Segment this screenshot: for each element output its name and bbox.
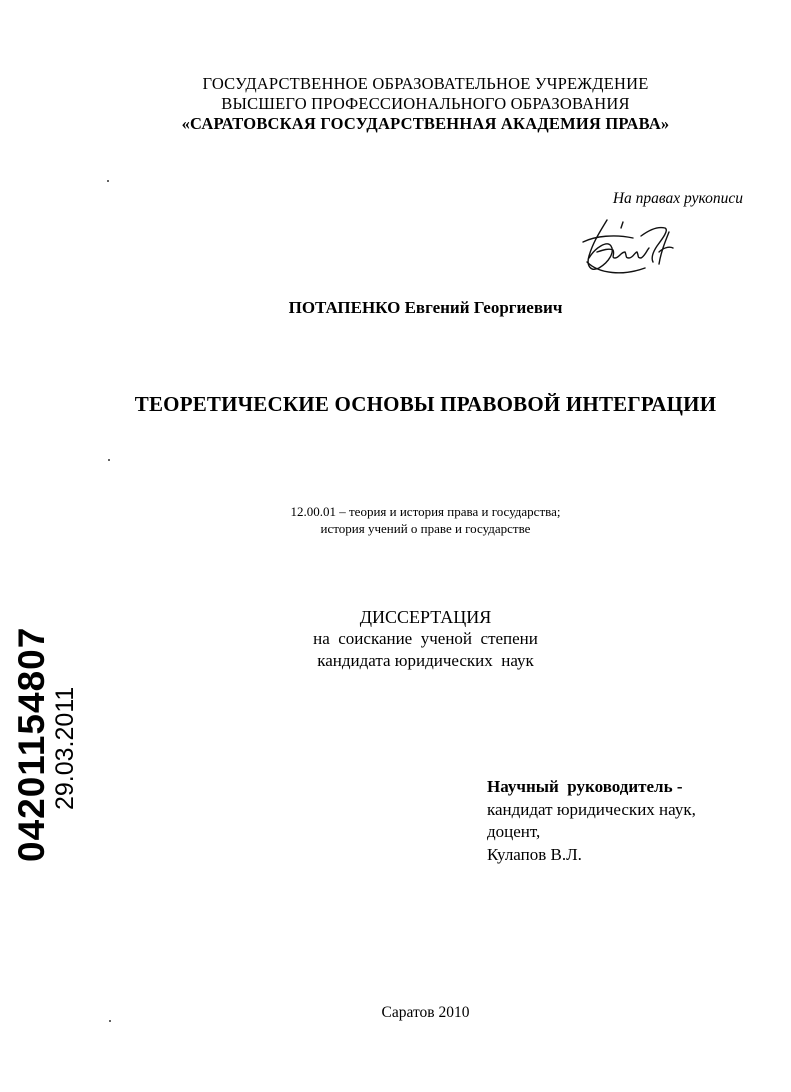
author-signature xyxy=(575,212,685,282)
specialty-block xyxy=(0,503,791,537)
city-year: Саратов 2010 xyxy=(381,1004,470,1021)
author-given-names: Евгений Георгиевич xyxy=(404,298,563,317)
institution-header xyxy=(0,74,791,134)
library-stamp xyxy=(12,627,78,862)
dissertation-title: ТЕОРЕТИЧЕСКИЕ ОСНОВЫ ПРАВОВОЙ ИНТЕГРАЦИИ xyxy=(134,392,717,416)
library-stamp-date: 29.03.2011 xyxy=(51,686,79,810)
specialty-line-1: 12.00.01 – теория и история права и государства; xyxy=(290,504,561,519)
degree-block xyxy=(0,606,791,672)
institution-line-1: ГОСУДАРСТВЕННОЕ ОБРАЗОВАТЕЛЬНОЕ УЧРЕЖДЕНИЕ xyxy=(202,74,649,93)
institution-name: «САРАТОВСКАЯ ГОСУДАРСТВЕННАЯ АКАДЕМИЯ ПРАВА» xyxy=(181,114,670,133)
manuscript-note: На правах рукописи xyxy=(612,190,743,207)
supervisor-label: Научный руководитель - xyxy=(487,777,683,796)
author-name xyxy=(0,298,791,318)
supervisor-name: Кулапов В.Л. xyxy=(487,844,582,864)
degree-line-1: на соискание ученой степени xyxy=(313,629,538,648)
degree-line-2: кандидата юридических наук xyxy=(317,651,534,670)
supervisor-title: доцент, xyxy=(487,822,541,841)
supervisor-degree: кандидат юридических наук, xyxy=(487,799,696,819)
scan-speck xyxy=(107,180,109,182)
specialty-line-2: история учений о праве и государстве xyxy=(320,521,531,536)
institution-line-2: ВЫСШЕГО ПРОФЕССИОНАЛЬНОГО ОБРАЗОВАНИЯ xyxy=(221,94,630,113)
author-surname: ПОТАПЕНКО xyxy=(288,298,401,317)
supervisor-block xyxy=(487,776,696,866)
scan-speck xyxy=(108,459,110,461)
library-stamp-code: 04201154807 xyxy=(11,626,52,862)
degree-heading: ДИССЕРТАЦИЯ xyxy=(359,607,492,627)
